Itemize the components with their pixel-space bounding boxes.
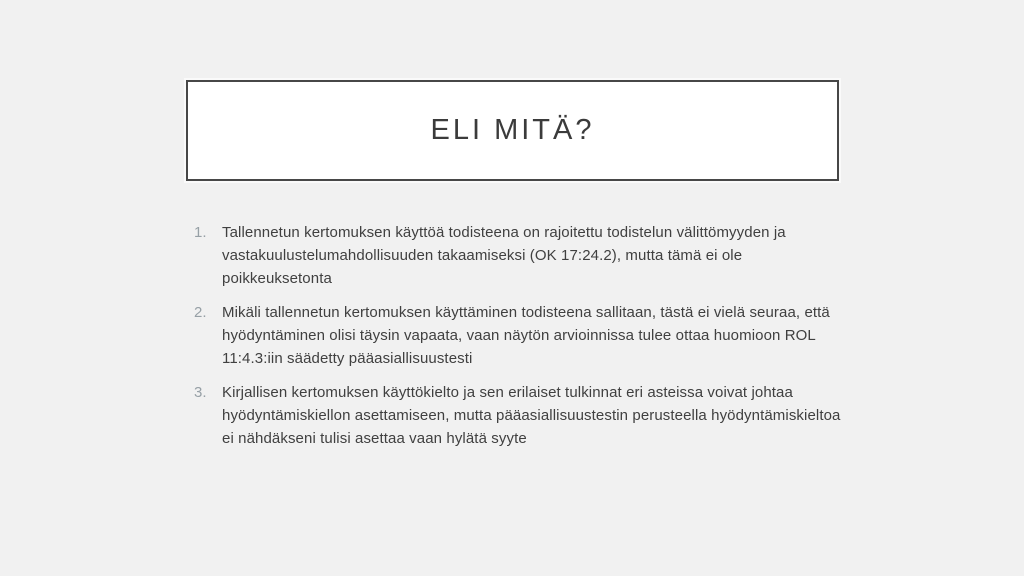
list-item-text: Tallennetun kertomuksen käyttöä todisteena on rajoitettu todistelun välittömyyden ja vastakuulustelumahdollisuuden takaamiseksi (OK 17:24.2), mutta tämä ei ole poikkeuksetonta [222, 224, 786, 287]
list-item [194, 221, 842, 290]
list-item-number: 3. [194, 384, 207, 401]
numbered-list [194, 221, 842, 461]
list-item [194, 381, 842, 450]
slide-title: ELI MITÄ? [430, 114, 595, 146]
list-item-number: 1. [194, 224, 207, 241]
list-item [194, 301, 842, 370]
slide-title-box [186, 80, 839, 181]
list-item-text: Mikäli tallennetun kertomuksen käyttäminen todisteena sallitaan, tästä ei vielä seuraa, että hyödyntäminen olisi täysin vapaata, vaan näytön arvioinnissa tulee ottaa huomioon ROL 11:4.3:iin säädetty pääasiallisuustesti [222, 304, 830, 367]
list-item-number: 2. [194, 304, 207, 321]
list-item-text: Kirjallisen kertomuksen käyttökielto ja sen erilaiset tulkinnat eri asteissa voivat johtaa hyödyntämiskiellon asettamiseen, mutta pääasiallisuustestin perusteella hyödyntämiskieltoa ei nähdäkseni tulisi asettaa vaan hylätä syyte [222, 384, 841, 447]
